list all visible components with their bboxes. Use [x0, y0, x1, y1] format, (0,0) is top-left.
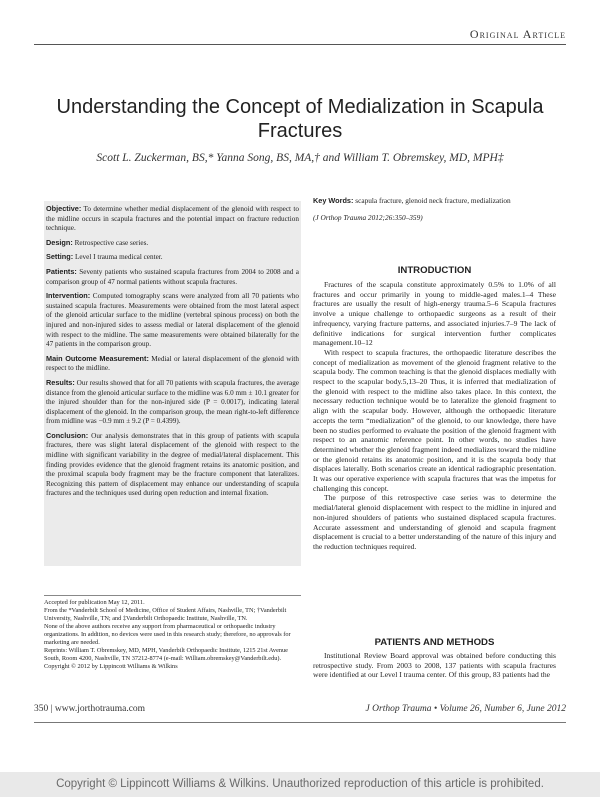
keywords	[313, 196, 556, 206]
footnote-affiliations: From the *Vanderbilt School of Medicine, Office of Student Affairs, Nashville, TN; †Vanderbilt University, Nashville, TN; and ‡Vanderbilt Orthopaedic Institute, Nashville, TN.	[44, 607, 287, 622]
footnote-copyright: Copyright © 2012 by Lippincott Williams & Wilkins	[44, 663, 178, 670]
abstract-heading: Results:	[46, 377, 75, 387]
keywords-text: scapula fracture, glenoid neck fracture, medialization	[355, 196, 511, 205]
footnotes	[44, 595, 301, 671]
abstract-text: Seventy patients who sustained scapula fractures from 2004 to 2008 and a comparison group of 47 normal patients without scapula fractures.	[46, 267, 300, 286]
abstract-results	[44, 378, 301, 427]
abstract-heading: Setting:	[46, 252, 74, 262]
abstract-design	[44, 238, 301, 249]
abstract-text: To determine whether medial displacement of the glenoid with respect to the midline occurs in scapula fractures and the potential impact on fracture reduction technique.	[46, 205, 299, 233]
abstract-heading: Objective:	[46, 204, 82, 213]
article-title: Understanding the Concept of Medialization in Scapula Fractures	[56, 96, 544, 142]
copyright-notice: Copyright © Lippincott Williams & Wilkins. Unauthorized reproduction of this article is prohibited.	[0, 772, 600, 797]
footnote-reprints: Reprints: William T. Obremskey, MD, MPH, Vanderbilt Orthopaedic Institute, 1215 21st Avenue South, Room 4200, Nashville, TN 37212-8774 (e-mail: William.obremskey@Vanderbilt.edu).	[44, 647, 288, 662]
abstract-text: Our analysis demonstrates that in this group of patients with scapula fractures, there was slight lateral displacement of the glenoid with respect to the midline with significant variability in the degree of medial/lateral displacement. This finding provides evidence that the glenoid fragment retains its anatomic position, and the proximal scapula body fragment may be the fracture component that lateralizes. Recognizing this pattern of displacement may enhance our understanding of scapula fractures and the techniques used during open reduction and internal fixation.	[46, 431, 300, 498]
abstract-text: Level I trauma medical center.	[74, 253, 163, 262]
abstract-text: Medial or lateral displacement of the glenoid with respect to the midline.	[46, 354, 299, 373]
abstract-outcome	[44, 354, 301, 374]
footnote-support: None of the above authors receive any support from pharmaceutical or orthopaedic industry organizations. In addition, no devices were used in this research study; therefore, no approvals for marketing are needed.	[44, 623, 291, 646]
introduction-body	[313, 280, 556, 552]
page-number: 350	[34, 704, 49, 714]
abstract-patients	[44, 267, 301, 287]
introduction-heading: INTRODUCTION	[397, 265, 472, 276]
footer-rule	[34, 722, 566, 723]
abstract-conclusion	[44, 431, 301, 499]
citation: (J Orthop Trauma 2012;26:350–359)	[313, 213, 423, 222]
abstract-text: Retrospective case series.	[74, 238, 149, 247]
abstract-heading: Conclusion:	[46, 430, 89, 440]
journal-website-link[interactable]: www.jorthotrauma.com	[54, 704, 146, 714]
abstract-heading: Main Outcome Measurement:	[46, 353, 149, 363]
footnote-accepted: Accepted for publication May 12, 2011.	[44, 599, 145, 606]
methods-body	[313, 651, 556, 680]
methods-heading: PATIENTS AND METHODS	[374, 637, 495, 648]
paragraph: With respect to scapula fractures, the orthopaedic literature describes the concept of medialization as movement of the glenoid fragment relative to the scapula body. The common teaching is that the glenoid displaces medially with respect to the scapular body.5,13–20 Thus, it is inferred that medialization of the glenoid with respect to the midline also takes place. In this context, the necessary reduction technique would be to lateralize the glenoid fragment to align with the scapular body. However, although the orthopaedic literature accepts the term “medialization” of the glenoid, to our knowledge, there have been no studies performed to evaluate the position of the glenoid fragment with respect to an anatomic reference point. In other words, no studies have determined whether the glenoid fragment indeed medializes toward the midline or the glenoid retains its anatomic position, and it is the scapula body that displaces laterally. Both scenarios create an identical radiographic presentation. It was our operative experience with scapula fractures that was the impetus for challenging this concept.	[313, 347, 556, 493]
header-rule	[34, 44, 566, 45]
abstract-intervention	[44, 291, 301, 350]
section-label: Original Article	[469, 27, 566, 41]
footer-separator: |	[50, 704, 53, 714]
paragraph: Fractures of the scapula constitute approximately 0.5% to 1.0% of all fractures and occur primarily in young to middle-aged males.1–4 These fractures are usually the result of high-energy trauma.5–6 Scapula fractures involve a unique challenge to orthopaedic surgeons as a result of their infrequency, varying fracture patterns, and associated injuries.7–9 The lack of definitive indications for surgical intervention further complicates management.10–12	[313, 280, 556, 348]
paragraph: Institutional Review Board approval was obtained before conducting this retrospective study. From 2003 to 2008, 137 patients with scapula fractures were identified at our Level I trauma center. Of this group, 83 patients had the	[313, 651, 556, 680]
paragraph: The purpose of this retrospective case series was to determine the medial/lateral glenoid displacement with respect to the midline in injured and non-injured shoulders of patients who sustained displaced scapula fractures. Accurate assessment and understanding of glenoid and scapula fragment displacement is crucial to a better understanding of the nature of this injury and the reduction techniques required.	[313, 493, 556, 551]
abstract-heading: Patients:	[46, 266, 77, 276]
abstract-heading: Design:	[46, 237, 73, 247]
abstract-box	[44, 201, 301, 566]
author-list: Scott L. Zuckerman, BS,* Yanna Song, BS, MA,† and William T. Obremskey, MD, MPH‡	[96, 152, 504, 164]
abstract-setting	[44, 252, 301, 263]
abstract-text: Computed tomography scans were analyzed from all 70 patients who sustained scapula fractures. Measurements were obtained from the most lateral aspect of the glenoid articular surface to the midline (vertebral spinous process) on both the injured and non-injured sides to assess medial or lateral displacement of the glenoid with respect to the midline. The same measurements were obtained bilaterally for the 47 patients in the comparison group.	[46, 292, 299, 349]
abstract-text: Our results showed that for all 70 patients with scapula fractures, the average distance from the glenoid articular surface to the midline was 6.0 mm ± 10.1 greater for the injured shoulder than for the non-injured side (P = 0.0017), indicating lateral displacement of the glenoid. In the comparison group, the mean right-to-left difference from midline was −0.9 mm ± 9.2 (P = 0.4399).	[46, 378, 300, 426]
abstract-heading: Intervention:	[46, 291, 91, 301]
abstract-objective	[44, 204, 301, 234]
keywords-heading: Key Words:	[313, 196, 354, 205]
journal-info: J Orthop Trauma • Volume 26, Number 6, June 2012	[365, 704, 566, 714]
footer-left	[34, 704, 145, 714]
